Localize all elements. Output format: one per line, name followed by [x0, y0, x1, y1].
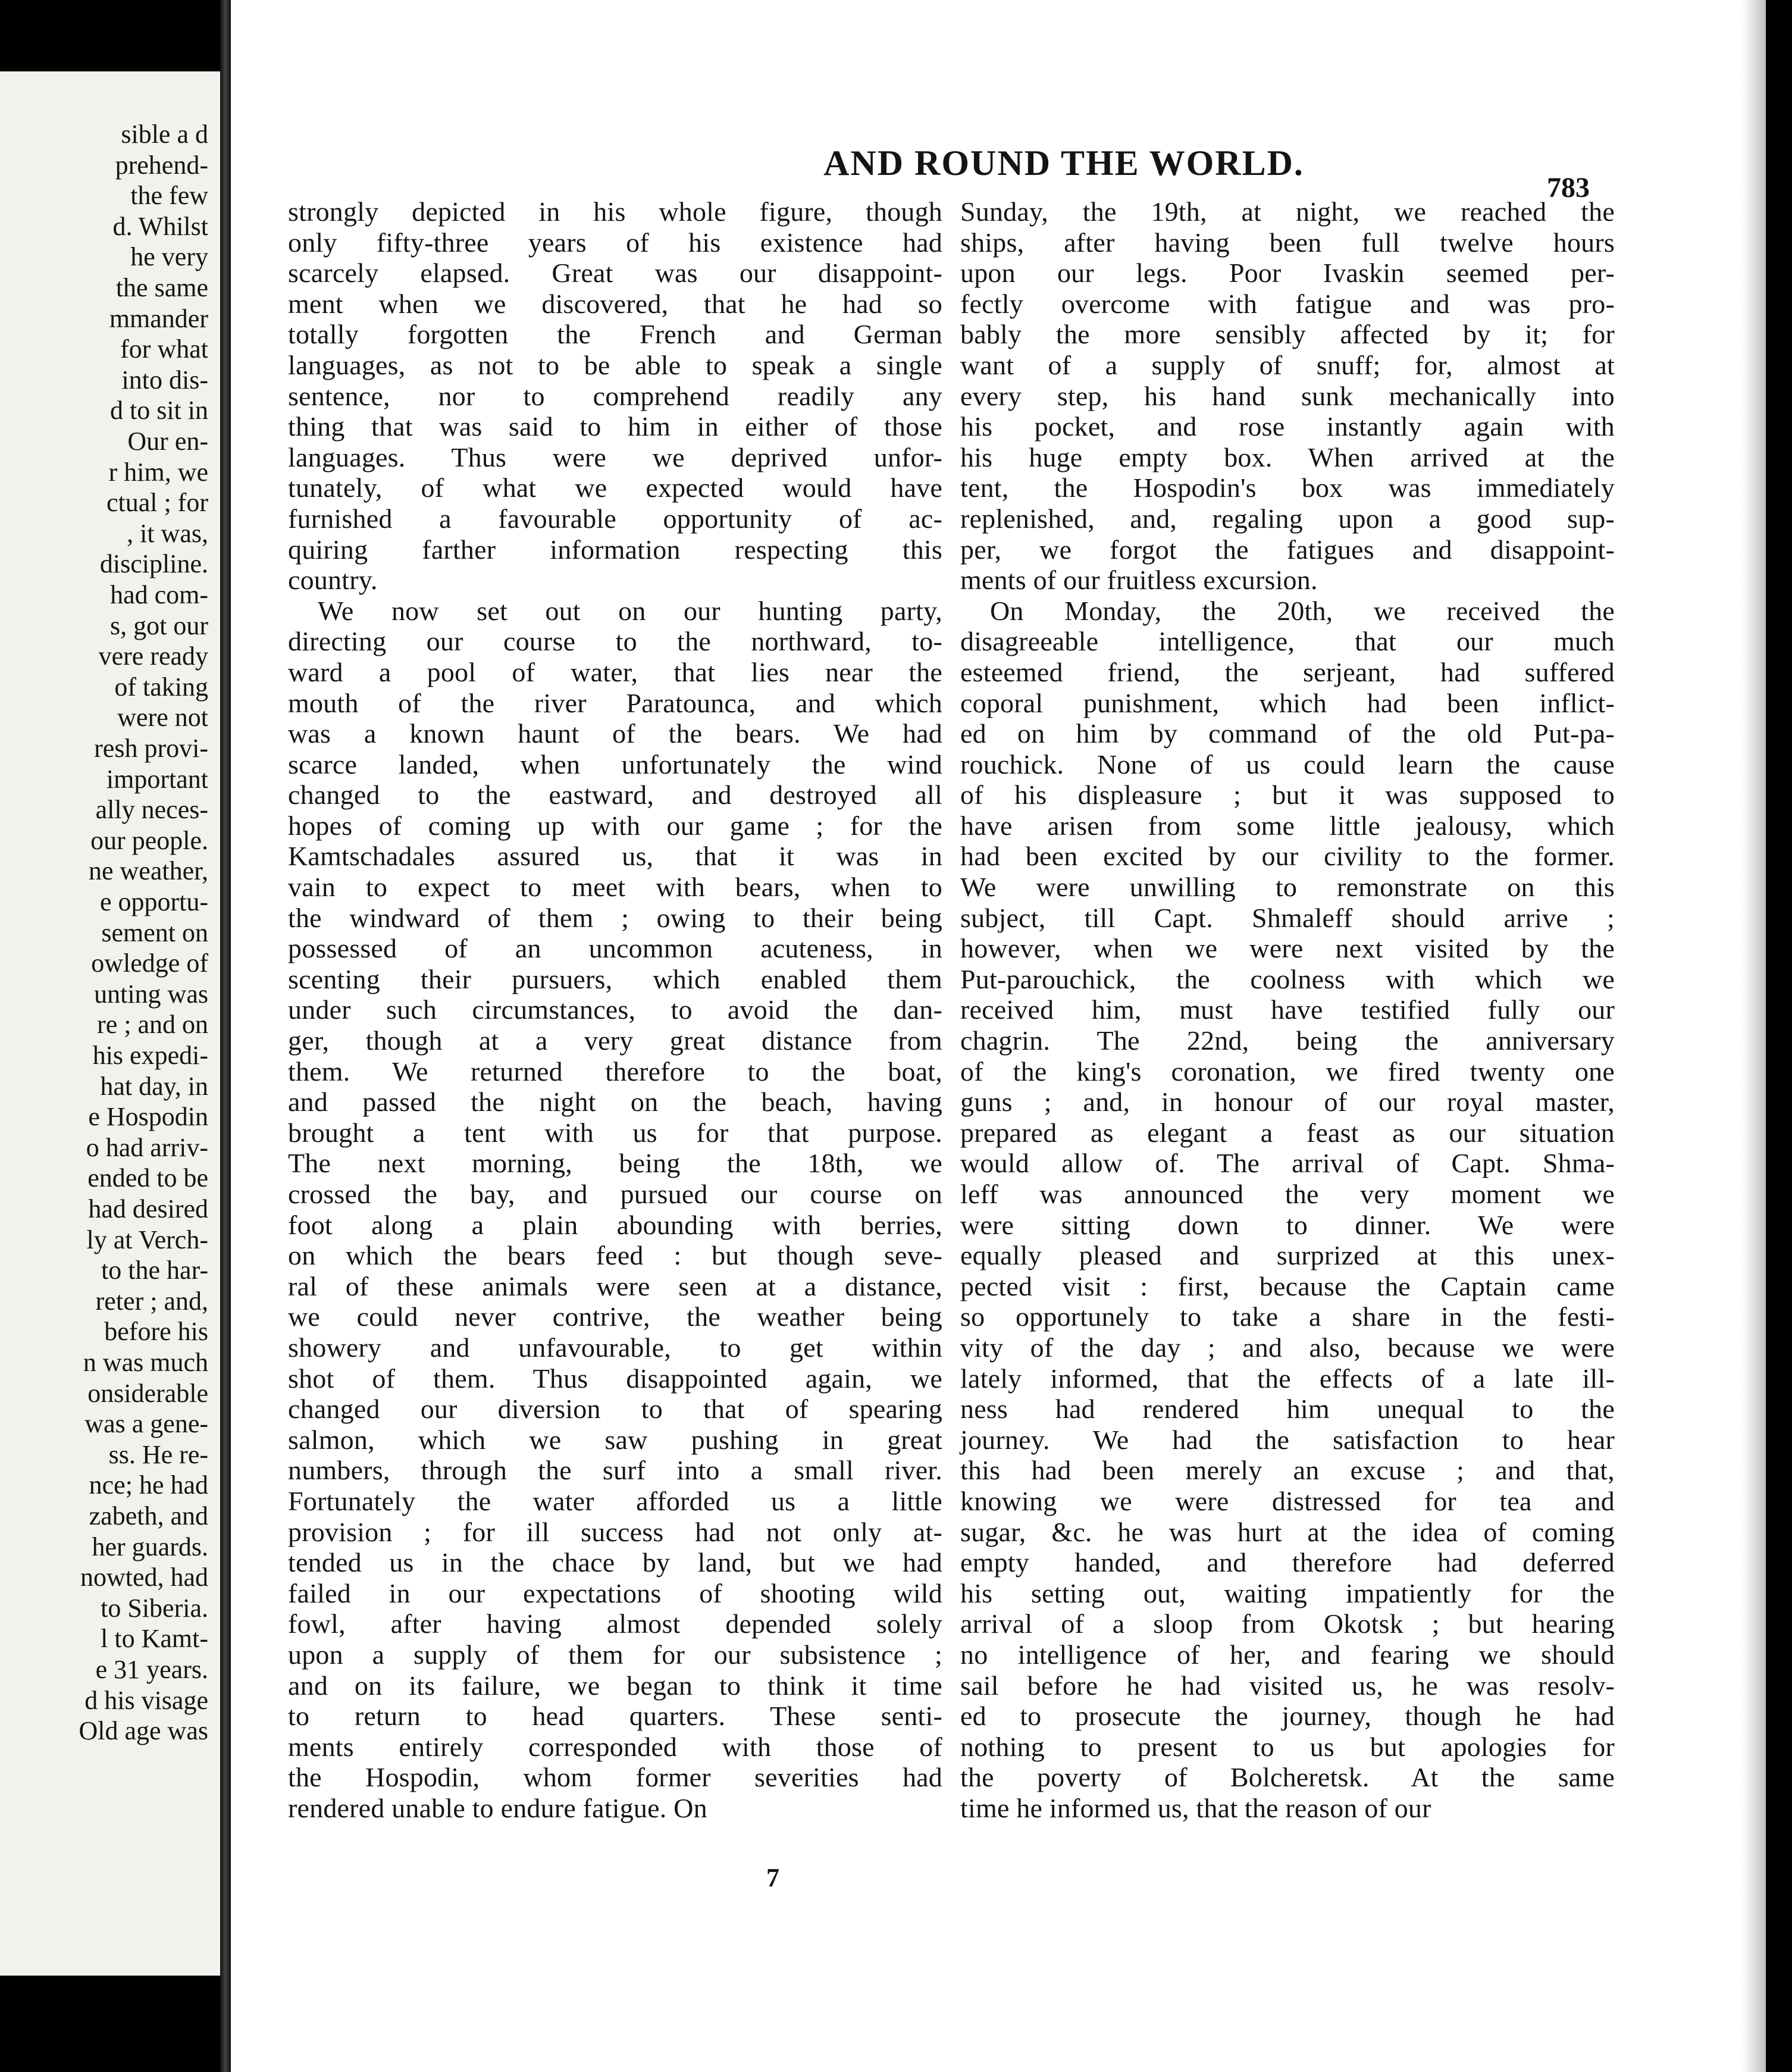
- facing-page-line: into dis-: [121, 365, 208, 395]
- facing-page-line: the few: [130, 181, 208, 211]
- text-line: upon our legs. Poor Ivaskin seemed per-: [960, 258, 1615, 289]
- facing-page-line: of taking: [114, 672, 208, 702]
- facing-page-line: n was much: [83, 1348, 208, 1377]
- facing-page-line: had desired: [88, 1194, 208, 1223]
- facing-page-line: e 31 years.: [95, 1655, 208, 1684]
- text-line: tent, the Hospodin's box was immediately: [960, 472, 1615, 503]
- text-line: the poverty of Bolcheretsk. At the same: [960, 1762, 1615, 1793]
- facing-page-line: discipline.: [99, 549, 208, 579]
- facing-page-line: Our en-: [127, 427, 208, 456]
- facing-page-line: vere ready: [98, 641, 208, 671]
- text-line: upon a supply of them for our subsistence ;: [288, 1639, 942, 1670]
- text-line: were sitting down to dinner. We were: [960, 1209, 1615, 1240]
- facing-page-line: to Siberia.: [101, 1593, 208, 1623]
- facing-page-line: sement on: [101, 918, 208, 947]
- text-line: ed to prosecute the journey, though he had: [960, 1701, 1615, 1732]
- facing-page-line: reter ; and,: [95, 1286, 208, 1316]
- text-line: tended us in the chace by land, but we had: [288, 1547, 942, 1578]
- facing-page-line: prehend-: [115, 150, 208, 180]
- text-column-left: [288, 196, 942, 1823]
- text-line: arrival of a sloop from Okotsk ; but hearing: [960, 1608, 1615, 1639]
- text-line: hopes of coming up with our game ; for the: [288, 810, 942, 841]
- text-line: rouchick. None of us could learn the cause: [960, 749, 1615, 780]
- text-line: country.: [288, 565, 378, 596]
- text-line: received him, must have testified fully our: [960, 994, 1615, 1025]
- text-line: rendered unable to endure fatigue. On: [288, 1792, 707, 1823]
- text-line: ed on him by command of the old Put-pa-: [960, 718, 1615, 749]
- text-line: tunately, of what we expected would have: [288, 472, 942, 503]
- text-line: pected visit : first, because the Captain came: [960, 1270, 1615, 1301]
- facing-page-line: before his: [104, 1317, 208, 1347]
- facing-page-line: l to Kamt-: [101, 1624, 208, 1654]
- text-line: equally pleased and surprized at this unex-: [960, 1240, 1615, 1271]
- facing-page-line: ss. He re-: [108, 1439, 208, 1469]
- text-line: vity of the day ; and also, because we were: [960, 1332, 1615, 1363]
- facing-page-line: Old age was: [79, 1716, 208, 1746]
- text-line: We were unwilling to remonstrate on this: [960, 872, 1615, 903]
- facing-page-line: ended to be: [87, 1163, 208, 1193]
- text-line: have arisen from some little jealousy, which: [960, 810, 1615, 841]
- text-line: Fortunately the water afforded us a little: [288, 1485, 942, 1516]
- text-line: of the king's coronation, we fired twenty one: [960, 1056, 1615, 1087]
- text-line: under such circumstances, to avoid the dan-: [288, 994, 942, 1025]
- text-line: vain to expect to meet with bears, when to: [288, 872, 942, 903]
- book-gutter: [220, 0, 231, 2072]
- text-line: the Hospodin, whom former severities had: [288, 1762, 942, 1793]
- facing-page-line: important: [106, 764, 208, 794]
- text-line: The next morning, being the 18th, we: [288, 1148, 942, 1179]
- text-line: to return to head quarters. These senti-: [288, 1701, 942, 1732]
- text-line: sail before he had visited us, he was resolv-: [960, 1670, 1615, 1701]
- facing-page-line: had com-: [110, 580, 208, 609]
- facing-page-line: resh provi-: [94, 734, 208, 763]
- text-line: possessed of an uncommon acuteness, in: [288, 933, 942, 964]
- facing-page-line: d to sit in: [109, 396, 208, 425]
- text-line: languages. Thus were we deprived unfor-: [288, 442, 942, 472]
- facing-page-line: unting was: [94, 979, 208, 1009]
- text-line: time he informed us, that the reason of our: [960, 1792, 1431, 1823]
- facing-page-line: ally neces-: [95, 795, 208, 825]
- text-line: sentence, nor to comprehend readily any: [288, 380, 942, 411]
- text-line: foot along a plain abounding with berries,: [288, 1209, 942, 1240]
- facing-page-line: nowted, had: [80, 1563, 208, 1592]
- text-line: ger, though at a very great distance from: [288, 1025, 942, 1056]
- text-line: the windward of them ; owing to their being: [288, 902, 942, 933]
- facing-page-line: were not: [117, 703, 208, 733]
- facing-page-line: s, got our: [110, 611, 208, 640]
- text-line: mouth of the river Paratounca, and which: [288, 687, 942, 718]
- text-line: replenished, and, regaling upon a good sup-: [960, 503, 1615, 534]
- facing-page-line: her guards.: [92, 1532, 208, 1561]
- text-line: changed to the eastward, and destroyed all: [288, 780, 942, 810]
- book-page: [231, 0, 1766, 2072]
- text-line: and on its failure, we began to think it time: [288, 1670, 942, 1701]
- text-column-right: [960, 196, 1615, 1823]
- page-edge-shadow: [1766, 0, 1792, 2072]
- text-line: prepared as elegant a feast as our situation: [960, 1117, 1615, 1148]
- text-line: shot of them. Thus disappointed again, we: [288, 1363, 942, 1394]
- facing-page-line: zabeth, and: [89, 1501, 208, 1530]
- text-line: only fifty-three years of his existence had: [288, 227, 942, 258]
- text-line: ment when we discovered, that he had so: [288, 288, 942, 319]
- text-line: quiring farther information respecting this: [288, 534, 942, 565]
- text-line: bably the more sensibly affected by it; for: [960, 319, 1615, 350]
- running-head: AND ROUND THE WORLD.: [823, 143, 1304, 183]
- text-line: ships, after having been full twelve hours: [960, 227, 1615, 258]
- facing-page-line: nce; he had: [89, 1470, 208, 1500]
- text-line: strongly depicted in his whole figure, though: [288, 196, 942, 227]
- text-line: them. We returned therefore to the boat,: [288, 1056, 942, 1087]
- text-line: empty handed, and therefore had deferred: [960, 1547, 1615, 1578]
- facing-page-line: sible a d: [121, 120, 208, 149]
- text-line: crossed the bay, and pursued our course on: [288, 1179, 942, 1209]
- signature-mark: 7: [766, 1863, 779, 1892]
- text-line: Kamtschadales assured us, that it was in: [288, 841, 942, 872]
- text-line: directing our course to the northward, to-: [288, 626, 942, 657]
- text-line: disagreeable intelligence, that our much: [960, 626, 1615, 657]
- text-line: Put-parouchick, the coolness with which we: [960, 963, 1615, 994]
- facing-page-line: e Hospodin: [88, 1102, 208, 1132]
- facing-page-line: mmander: [109, 303, 208, 333]
- facing-page-line: his expedi-: [92, 1041, 208, 1070]
- text-line: Sunday, the 19th, at night, we reached the: [960, 196, 1615, 227]
- text-line: nothing to present to us but apologies for: [960, 1731, 1615, 1762]
- facing-page-line: owledge of: [91, 949, 208, 978]
- text-line: knowing we were distressed for tea and: [960, 1485, 1615, 1516]
- text-line: showery and unfavourable, to get within: [288, 1332, 942, 1363]
- text-line: On Monday, the 20th, we received the: [990, 595, 1615, 626]
- facing-page-line: ctual ; for: [106, 488, 208, 518]
- facing-page-line: e opportu-: [99, 887, 208, 916]
- text-line: salmon, which we saw pushing in great: [288, 1424, 942, 1455]
- text-line: totally forgotten the French and German: [288, 319, 942, 350]
- facing-page-line: d his visage: [84, 1685, 208, 1715]
- text-line: scarce landed, when unfortunately the wind: [288, 749, 942, 780]
- text-line: esteemed friend, the serjeant, had suffered: [960, 656, 1615, 687]
- text-line: so opportunely to take a share in the festi-: [960, 1301, 1615, 1332]
- text-line: ments of our fruitless excursion.: [960, 565, 1318, 596]
- facing-page-fragment: [0, 71, 220, 1976]
- text-line: fowl, after having almost depended solely: [288, 1608, 942, 1639]
- text-line: languages, as not to be able to speak a single: [288, 349, 942, 380]
- text-line: on which the bears feed : but though seve-: [288, 1240, 942, 1271]
- text-line: we could never contrive, the weather being: [288, 1301, 942, 1332]
- facing-page-line: ne weather,: [88, 856, 208, 886]
- facing-page-line: to the har-: [101, 1256, 208, 1285]
- text-line: ward a pool of water, that lies near the: [288, 656, 942, 687]
- text-line: changed our diversion to that of spearing: [288, 1394, 942, 1425]
- text-line: was a known haunt of the bears. We had: [288, 718, 942, 749]
- text-line: his setting out, waiting impatiently for the: [960, 1578, 1615, 1608]
- text-line: furnished a favourable opportunity of ac-: [288, 503, 942, 534]
- facing-page-line: d. Whilst: [112, 211, 208, 241]
- text-line: journey. We had the satisfaction to hear: [960, 1424, 1615, 1455]
- text-line: leff was announced the very moment we: [960, 1179, 1615, 1209]
- text-line: every step, his hand sunk mechanically into: [960, 380, 1615, 411]
- text-line: ness had rendered him unequal to the: [960, 1394, 1615, 1425]
- text-line: however, when we were next visited by the: [960, 933, 1615, 964]
- text-line: no intelligence of her, and fearing we should: [960, 1639, 1615, 1670]
- facing-page-line: ly at Verch-: [86, 1225, 208, 1254]
- text-line: guns ; and, in honour of our royal master,: [960, 1087, 1615, 1118]
- text-line: of his displeasure ; but it was supposed to: [960, 780, 1615, 810]
- text-line: failed in our expectations of shooting wild: [288, 1578, 942, 1608]
- text-line: had been excited by our civility to the former.: [960, 841, 1615, 872]
- text-line: provision ; for ill success had not only at-: [288, 1516, 942, 1547]
- text-line: coporal punishment, which had been inflict-: [960, 687, 1615, 718]
- text-line: subject, till Capt. Shmaleff should arrive ;: [960, 902, 1615, 933]
- text-line: per, we forgot the fatigues and disappoint-: [960, 534, 1615, 565]
- facing-page-line: he very: [130, 242, 208, 272]
- facing-page-line: , it was,: [127, 518, 208, 548]
- text-line: lately informed, that the effects of a late ill-: [960, 1363, 1615, 1394]
- text-line: want of a supply of snuff; for, almost at: [960, 349, 1615, 380]
- text-line: scarcely elapsed. Great was our disappoint-: [288, 258, 942, 289]
- facing-page-line: the same: [115, 273, 208, 302]
- text-line: fectly overcome with fatigue and was pro-: [960, 288, 1615, 319]
- facing-page-line: hat day, in: [100, 1071, 208, 1101]
- facing-page-line: for what: [120, 334, 208, 364]
- text-line: brought a tent with us for that purpose.: [288, 1117, 942, 1148]
- text-line: sugar, &c. he was hurt at the idea of coming: [960, 1516, 1615, 1547]
- text-line: ral of these animals were seen at a distance,: [288, 1270, 942, 1301]
- facing-page-line: o had arriv-: [86, 1132, 208, 1162]
- text-line: his pocket, and rose instantly again with: [960, 411, 1615, 442]
- text-line: this had been merely an excuse ; and that,: [960, 1455, 1615, 1486]
- facing-page-line: was a gene-: [84, 1409, 208, 1439]
- text-line: would allow of. The arrival of Capt. Shma-: [960, 1148, 1615, 1179]
- facing-page-line: onsiderable: [87, 1378, 208, 1408]
- text-line: chagrin. The 22nd, being the anniversary: [960, 1025, 1615, 1056]
- text-line: scenting their pursuers, which enabled them: [288, 963, 942, 994]
- text-line: his huge empty box. When arrived at the: [960, 442, 1615, 472]
- facing-page-line: r him, we: [108, 457, 208, 487]
- text-line: We now set out on our hunting party,: [318, 595, 942, 626]
- text-line: ments entirely corresponded with those of: [288, 1731, 942, 1762]
- facing-page-line: re ; and on: [97, 1010, 208, 1040]
- text-line: numbers, through the surf into a small river.: [288, 1455, 942, 1486]
- text-line: thing that was said to him in either of those: [288, 411, 942, 442]
- page-number: 783: [1547, 172, 1590, 204]
- text-line: and passed the night on the beach, having: [288, 1087, 942, 1118]
- facing-page-line: our people.: [90, 825, 208, 855]
